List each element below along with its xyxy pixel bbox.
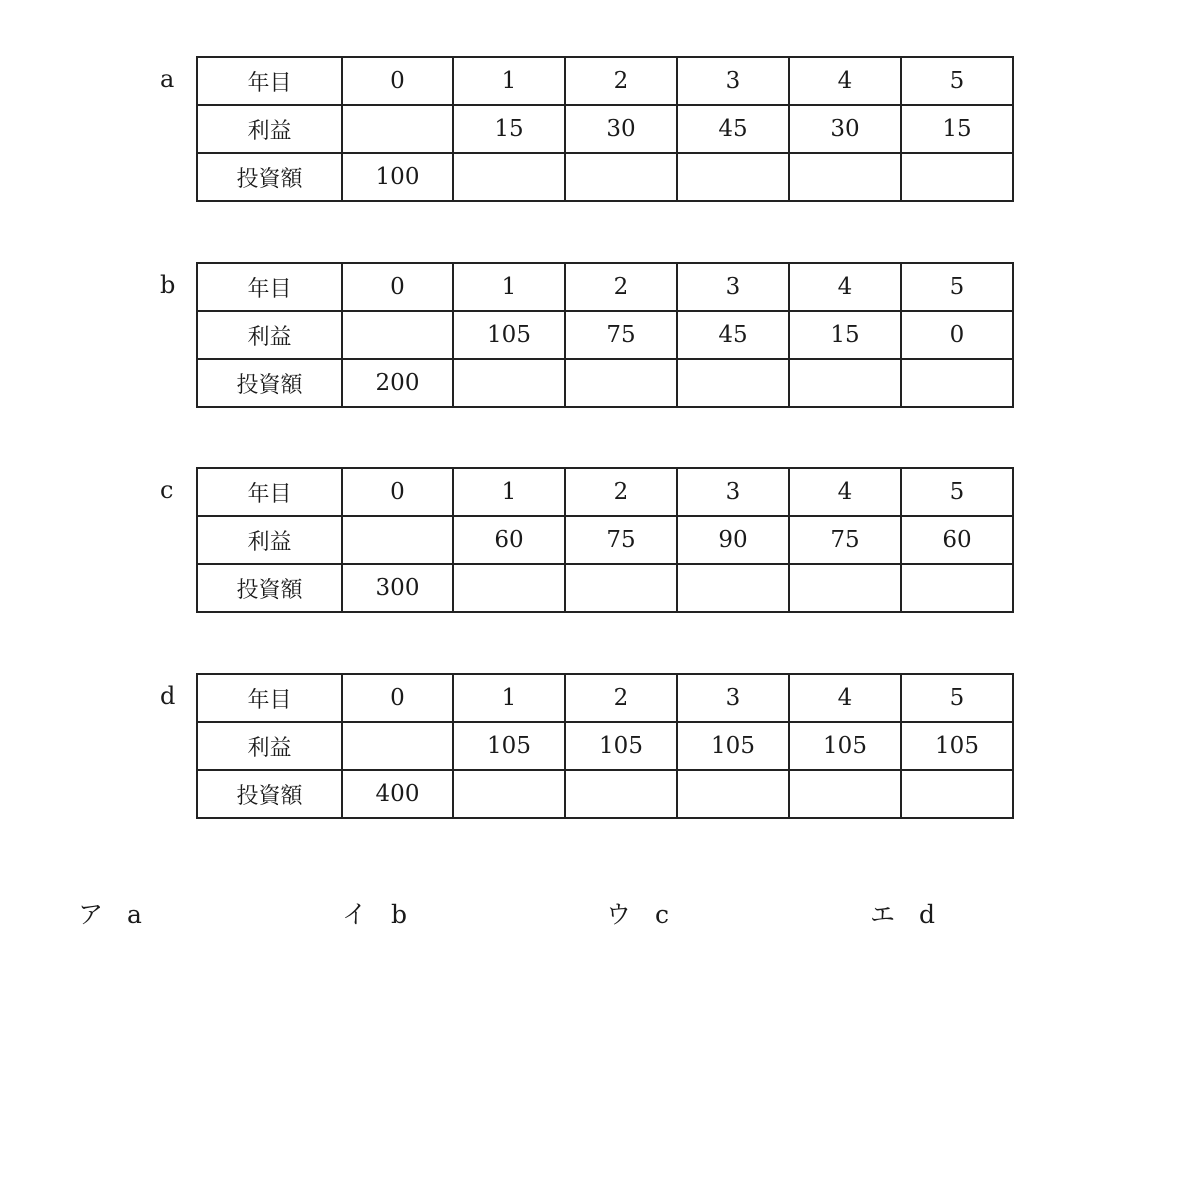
cashflow-table: [196, 467, 1014, 613]
row-header-profit: 利益: [197, 311, 342, 359]
year-cell: 4: [789, 674, 901, 722]
choice-text: b: [391, 900, 408, 929]
year-cell: 3: [677, 263, 789, 311]
profit-cell: 0: [901, 311, 1013, 359]
table-label: c: [160, 476, 174, 504]
year-cell: 0: [342, 57, 453, 105]
empty-cell: [342, 105, 453, 153]
choice-text: c: [655, 900, 670, 929]
profit-cell: 60: [453, 516, 565, 564]
table-label: a: [160, 65, 175, 93]
empty-cell: [789, 564, 901, 612]
table-row-profit: [197, 311, 1013, 359]
profit-cell: 105: [453, 722, 565, 770]
investment-cell: 200: [342, 359, 453, 407]
profit-cell: 30: [565, 105, 677, 153]
profit-cell: 75: [789, 516, 901, 564]
empty-cell: [901, 564, 1013, 612]
empty-cell: [789, 359, 901, 407]
year-cell: 4: [789, 57, 901, 105]
row-header-year: 年目: [197, 468, 342, 516]
choice-text: a: [127, 900, 142, 929]
year-cell: 4: [789, 263, 901, 311]
table-row-years: [197, 468, 1013, 516]
row-header-investment: 投資額: [197, 359, 342, 407]
row-header-profit: 利益: [197, 722, 342, 770]
empty-cell: [453, 153, 565, 201]
empty-cell: [901, 359, 1013, 407]
year-cell: 0: [342, 263, 453, 311]
table-row-profit: [197, 105, 1013, 153]
choice-b: [342, 898, 407, 932]
table-block-a: [0, 56, 1180, 206]
table-row-profit: [197, 722, 1013, 770]
row-header-year: 年目: [197, 674, 342, 722]
empty-cell: [565, 564, 677, 612]
choice-mark: エ: [870, 900, 896, 929]
table-row-years: [197, 263, 1013, 311]
answer-choices: [0, 898, 1180, 938]
table-block-d: [0, 673, 1180, 823]
table-label: b: [160, 271, 176, 299]
row-header-investment: 投資額: [197, 153, 342, 201]
choice-text: d: [919, 900, 936, 929]
profit-cell: 105: [565, 722, 677, 770]
empty-cell: [789, 770, 901, 818]
year-cell: 3: [677, 468, 789, 516]
year-cell: 2: [565, 674, 677, 722]
year-cell: 2: [565, 468, 677, 516]
profit-cell: 105: [453, 311, 565, 359]
table-row-years: [197, 674, 1013, 722]
table-row-investment: [197, 770, 1013, 818]
profit-cell: 45: [677, 311, 789, 359]
empty-cell: [565, 359, 677, 407]
profit-cell: 105: [677, 722, 789, 770]
profit-cell: 30: [789, 105, 901, 153]
choice-mark: ウ: [606, 900, 632, 929]
row-header-profit: 利益: [197, 105, 342, 153]
year-cell: 1: [453, 468, 565, 516]
row-header-profit: 利益: [197, 516, 342, 564]
choice-mark: ア: [78, 900, 104, 929]
year-cell: 5: [901, 263, 1013, 311]
table-block-b: [0, 262, 1180, 412]
empty-cell: [565, 770, 677, 818]
profit-cell: 45: [677, 105, 789, 153]
investment-cell: 300: [342, 564, 453, 612]
year-cell: 5: [901, 468, 1013, 516]
empty-cell: [677, 564, 789, 612]
row-header-year: 年目: [197, 57, 342, 105]
empty-cell: [565, 153, 677, 201]
cashflow-table: [196, 262, 1014, 408]
empty-cell: [677, 770, 789, 818]
empty-cell: [789, 153, 901, 201]
year-cell: 0: [342, 674, 453, 722]
profit-cell: 105: [901, 722, 1013, 770]
profit-cell: 15: [789, 311, 901, 359]
year-cell: 1: [453, 57, 565, 105]
investment-cell: 400: [342, 770, 453, 818]
year-cell: 2: [565, 263, 677, 311]
empty-cell: [677, 153, 789, 201]
empty-cell: [453, 770, 565, 818]
empty-cell: [901, 770, 1013, 818]
empty-cell: [342, 722, 453, 770]
cashflow-table: [196, 56, 1014, 202]
investment-cell: 100: [342, 153, 453, 201]
table-row-profit: [197, 516, 1013, 564]
choice-d: [870, 898, 935, 932]
empty-cell: [453, 564, 565, 612]
year-cell: 1: [453, 674, 565, 722]
row-header-year: 年目: [197, 263, 342, 311]
empty-cell: [342, 516, 453, 564]
year-cell: 3: [677, 57, 789, 105]
year-cell: 0: [342, 468, 453, 516]
table-row-investment: [197, 359, 1013, 407]
profit-cell: 15: [901, 105, 1013, 153]
year-cell: 3: [677, 674, 789, 722]
empty-cell: [901, 153, 1013, 201]
year-cell: 2: [565, 57, 677, 105]
year-cell: 4: [789, 468, 901, 516]
row-header-investment: 投資額: [197, 564, 342, 612]
cashflow-table: [196, 673, 1014, 819]
year-cell: 5: [901, 57, 1013, 105]
profit-cell: 105: [789, 722, 901, 770]
profit-cell: 75: [565, 516, 677, 564]
choice-a: [78, 898, 142, 932]
choice-mark: イ: [342, 900, 368, 929]
table-row-investment: [197, 153, 1013, 201]
empty-cell: [677, 359, 789, 407]
row-header-investment: 投資額: [197, 770, 342, 818]
profit-cell: 60: [901, 516, 1013, 564]
empty-cell: [342, 311, 453, 359]
year-cell: 1: [453, 263, 565, 311]
profit-cell: 15: [453, 105, 565, 153]
table-label: d: [160, 682, 176, 710]
table-block-c: [0, 467, 1180, 617]
profit-cell: 75: [565, 311, 677, 359]
table-row-years: [197, 57, 1013, 105]
year-cell: 5: [901, 674, 1013, 722]
table-row-investment: [197, 564, 1013, 612]
profit-cell: 90: [677, 516, 789, 564]
empty-cell: [453, 359, 565, 407]
choice-c: [606, 898, 669, 932]
